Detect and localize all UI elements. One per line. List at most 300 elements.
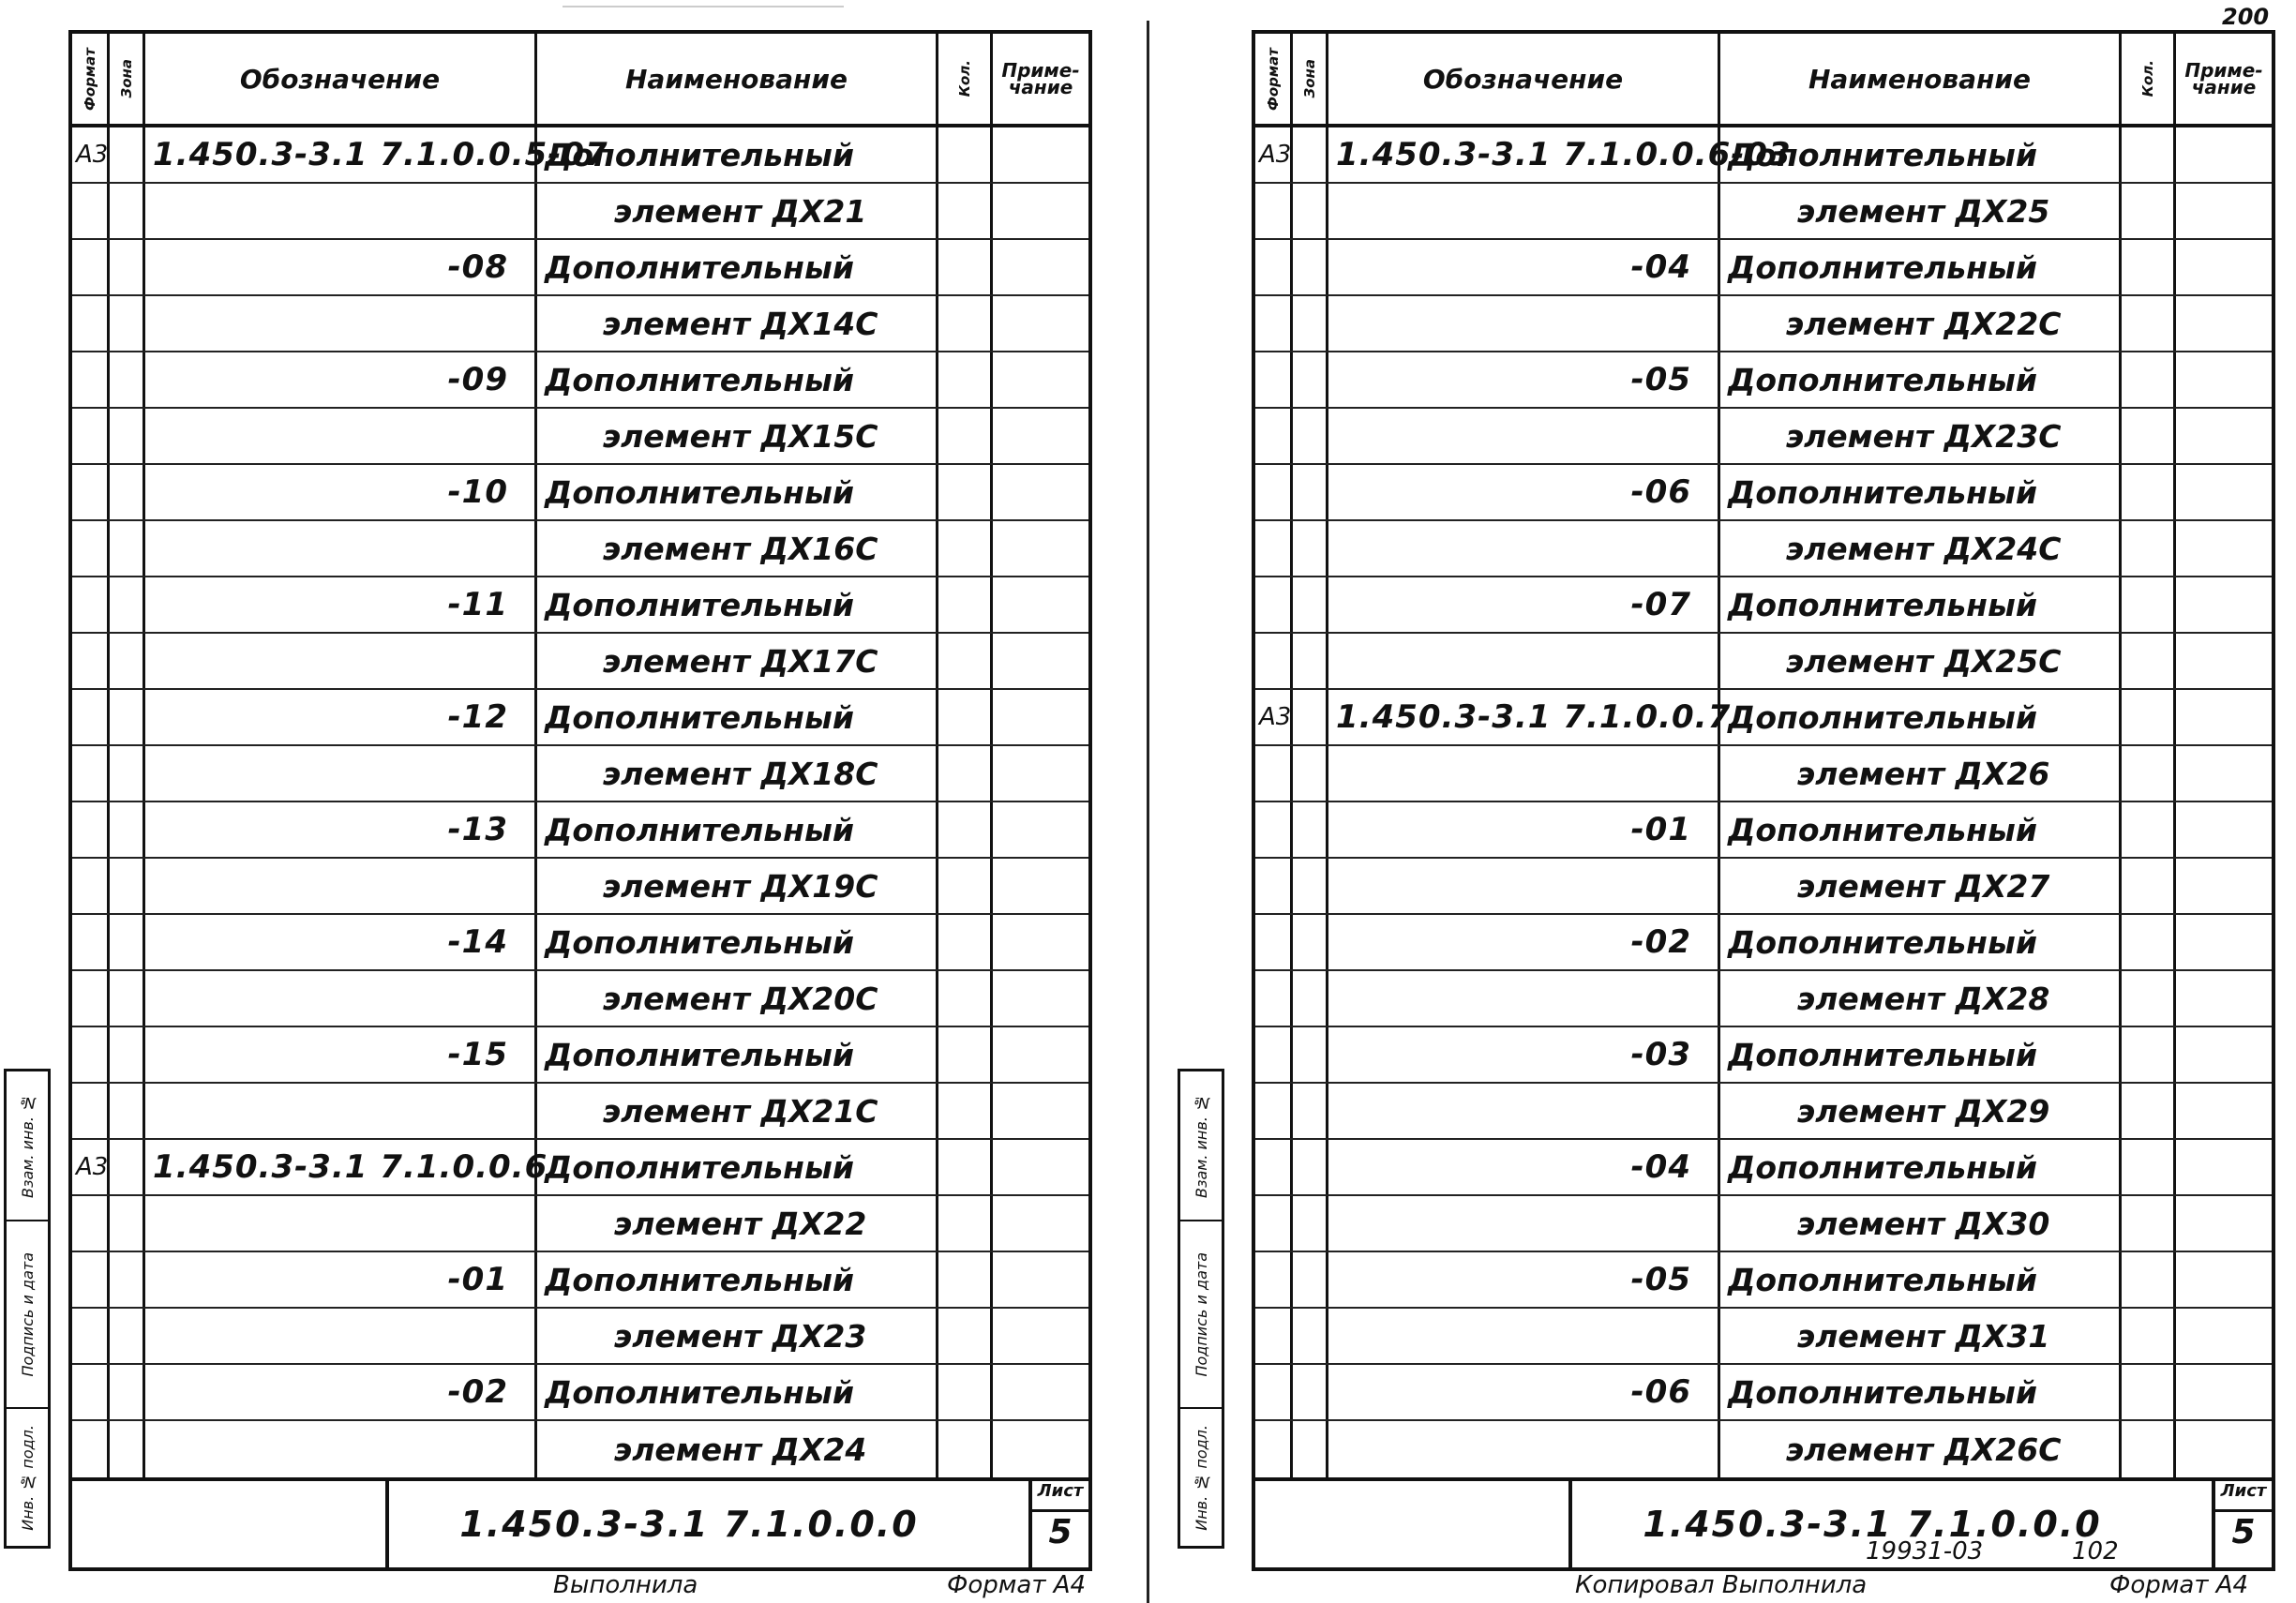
note-cell (993, 296, 1088, 351)
qty-cell (938, 971, 993, 1026)
name-value: Дополнительный (545, 136, 854, 173)
format-cell (1255, 577, 1293, 632)
name-cell (537, 859, 938, 913)
format-cell (1255, 184, 1293, 238)
note-cell (2176, 859, 2272, 913)
designation-cell (1328, 184, 1720, 238)
table-row (72, 1309, 1088, 1365)
format-cell (72, 802, 110, 857)
format-cell (72, 352, 110, 407)
name-cell (1720, 690, 2122, 744)
side-stamp-left (4, 1069, 51, 1549)
name-value: Дополнительный (545, 361, 854, 398)
format-cell (72, 1027, 110, 1082)
designation-cell (1328, 1421, 1720, 1477)
note-cell (993, 859, 1088, 913)
zone-cell (1293, 1084, 1328, 1138)
designation-cell (1328, 409, 1720, 463)
name-cell (1720, 915, 2122, 969)
qty-cell (2122, 1421, 2176, 1477)
name-value: элемент ДХ19С (602, 867, 878, 905)
table-row (72, 802, 1088, 859)
note-cell (993, 1084, 1088, 1138)
qty-cell (2122, 521, 2176, 576)
format-cell (1255, 634, 1293, 688)
qty-cell (938, 1252, 993, 1307)
name-value: элемент ДХ29 (1796, 1092, 2050, 1130)
format-cell (72, 1196, 110, 1251)
zone-cell (110, 240, 145, 294)
note-cell (2176, 915, 2272, 969)
table-row (72, 971, 1088, 1027)
zone-cell (110, 1084, 145, 1138)
table-row (1255, 465, 2272, 521)
designation-value: -06 (1630, 1373, 1691, 1411)
designation-cell (145, 1027, 537, 1082)
sheet-number: 5 (2231, 1513, 2256, 1551)
table-row (72, 184, 1088, 240)
note-cell (2176, 352, 2272, 407)
name-value: элемент ДХ20С (602, 980, 878, 1017)
header-format-cell (1255, 34, 1293, 124)
qty-cell (938, 746, 993, 801)
name-cell (1720, 296, 2122, 351)
format-cell (72, 971, 110, 1026)
name-cell (537, 409, 938, 463)
designation-cell (1328, 352, 1720, 407)
table-row (72, 240, 1088, 296)
designation-cell (145, 1140, 548, 1194)
header-format-cell (72, 34, 110, 124)
note-cell (2176, 1309, 2272, 1363)
note-cell (2176, 1027, 2272, 1082)
footer-performer: Выполнила (553, 1571, 698, 1599)
name-value: элемент ДХ15С (602, 417, 878, 455)
format-cell (1255, 1309, 1293, 1363)
format-cell (72, 240, 110, 294)
name-value: элемент ДХ30 (1796, 1205, 2050, 1242)
header-name: Наименование (625, 63, 848, 95)
qty-cell (938, 915, 993, 969)
footer-format: Формат А4 (947, 1571, 1087, 1599)
format-cell (72, 859, 110, 913)
designation-cell (145, 577, 537, 632)
name-value: Дополнительный (545, 698, 854, 736)
note-cell (2176, 409, 2272, 463)
name-value: элемент ДХ25С (1785, 642, 2062, 680)
table-row (72, 465, 1088, 521)
name-value: Дополнительный (545, 1373, 854, 1411)
qty-cell (2122, 409, 2176, 463)
name-value: элемент ДХ21С (602, 1092, 878, 1130)
note-cell (993, 1365, 1088, 1419)
document-code: 1.450.3-3.1 7.1.0.0.0 (1643, 1504, 2102, 1545)
note-cell (2176, 634, 2272, 688)
designation-cell (145, 1309, 537, 1363)
designation-value: -08 (447, 248, 508, 286)
table-row (1255, 127, 2272, 184)
name-cell (537, 577, 938, 632)
table-row (1255, 1421, 2272, 1477)
table-row (1255, 1140, 2272, 1196)
note-cell (993, 971, 1088, 1026)
qty-cell (938, 1140, 993, 1194)
format-cell (72, 184, 110, 238)
format-cell (72, 1421, 110, 1477)
format-cell (72, 296, 110, 351)
qty-cell (938, 1196, 993, 1251)
name-value: элемент ДХ24 (613, 1431, 867, 1468)
name-value: Дополнительный (545, 1261, 854, 1298)
zone-cell (1293, 1140, 1328, 1194)
qty-cell (938, 465, 993, 519)
designation-cell (1328, 296, 1720, 351)
table-row (72, 352, 1088, 409)
name-cell (537, 127, 938, 182)
name-value: элемент ДХ25 (1796, 192, 2050, 230)
note-cell (2176, 465, 2272, 519)
sheet-number-box (2212, 1481, 2272, 1567)
table-row (72, 296, 1088, 352)
side-label: Инв. № подл. (1192, 1424, 1210, 1531)
designation-value: -02 (1630, 923, 1691, 961)
table-row (72, 634, 1088, 690)
name-value: элемент ДХ23С (1785, 417, 2062, 455)
designation-value: -07 (1630, 586, 1691, 623)
zone-cell (1293, 1252, 1328, 1307)
table-row (1255, 1196, 2272, 1252)
name-cell (537, 971, 938, 1026)
zone-cell (110, 1365, 145, 1419)
page-divider (1147, 21, 1149, 1603)
name-cell (1720, 577, 2122, 632)
format-cell (72, 127, 110, 182)
note-cell (993, 915, 1088, 969)
designation-cell (1328, 1084, 1720, 1138)
format-cell (72, 915, 110, 969)
format-cell (1255, 1196, 1293, 1251)
table-row (1255, 1084, 2272, 1140)
designation-cell (145, 184, 537, 238)
qty-cell (2122, 1084, 2176, 1138)
header-qty: Кол. (2138, 60, 2156, 97)
zone-cell (110, 465, 145, 519)
qty-cell (2122, 184, 2176, 238)
qty-cell (938, 409, 993, 463)
note-cell (2176, 127, 2272, 182)
designation-value: 1.450.3-3.1 7.1.0.0.6 (153, 1148, 548, 1186)
designation-cell (1328, 1365, 1720, 1419)
designation-value: 1.450.3-3.1 7.1.0.0.5-07 (153, 136, 608, 173)
name-value: Дополнительный (1728, 1036, 2037, 1073)
designation-cell (145, 915, 537, 969)
zone-cell (110, 1140, 145, 1194)
qty-cell (938, 577, 993, 632)
designation-value: -12 (447, 698, 508, 736)
zone-cell (1293, 1421, 1328, 1477)
name-value: элемент ДХ21 (613, 192, 867, 230)
name-value: Дополнительный (545, 586, 854, 623)
note-cell (993, 240, 1088, 294)
note-cell (993, 521, 1088, 576)
zone-cell (1293, 634, 1328, 688)
zone-cell (110, 1196, 145, 1251)
designation-value: -10 (447, 473, 508, 511)
name-value: элемент ДХ28 (1796, 980, 2050, 1017)
name-value: элемент ДХ22С (1785, 305, 2062, 342)
qty-cell (2122, 690, 2176, 744)
zone-cell (110, 802, 145, 857)
note-cell (2176, 802, 2272, 857)
designation-cell (145, 690, 537, 744)
qty-cell (2122, 1140, 2176, 1194)
name-cell (537, 746, 938, 801)
note-cell (2176, 746, 2272, 801)
designation-cell (145, 859, 537, 913)
name-value: Дополнительный (545, 1148, 854, 1186)
spec-table-right (1252, 30, 2275, 1481)
qty-cell (2122, 1027, 2176, 1082)
name-cell (1720, 127, 2122, 182)
zone-cell (110, 296, 145, 351)
name-value: Дополнительный (545, 923, 854, 961)
zone-cell (1293, 127, 1328, 182)
table-row (1255, 971, 2272, 1027)
name-cell (1720, 859, 2122, 913)
format-cell (1255, 1084, 1293, 1138)
designation-value: 1.450.3-3.1 7.1.0.0.6-03 (1336, 136, 1792, 173)
designation-value: -04 (1630, 248, 1691, 286)
designation-value: -01 (447, 1261, 508, 1298)
name-cell (537, 1421, 938, 1477)
table-row (1255, 802, 2272, 859)
table-row (1255, 577, 2272, 634)
top-note: 200 (2222, 4, 2270, 30)
header-zone: Зона (1300, 59, 1318, 98)
zone-cell (1293, 184, 1328, 238)
header-designation: Обозначение (1422, 63, 1624, 95)
designation-cell (1328, 577, 1720, 632)
format-value: А3 (1259, 703, 1292, 731)
sheet-number: 5 (1048, 1513, 1073, 1551)
qty-cell (2122, 240, 2176, 294)
designation-value: -03 (1630, 1036, 1691, 1073)
designation-value: -14 (447, 923, 508, 961)
format-cell (1255, 521, 1293, 576)
side-stamp-right (1178, 1069, 1224, 1549)
format-cell (72, 465, 110, 519)
table-row (1255, 1252, 2272, 1309)
format-cell (72, 1365, 110, 1419)
table-row (1255, 746, 2272, 802)
table-row (1255, 240, 2272, 296)
name-cell (537, 240, 938, 294)
table-row (1255, 409, 2272, 465)
footer-code: 19931-03 (1866, 1537, 1984, 1566)
note-cell (993, 409, 1088, 463)
designation-cell (1328, 1140, 1720, 1194)
designation-value: -15 (447, 1036, 508, 1073)
table-row (72, 690, 1088, 746)
table-body (1255, 127, 2272, 1477)
table-header (72, 34, 1088, 127)
table-row (72, 1365, 1088, 1421)
designation-cell (1328, 690, 1732, 744)
note-cell (993, 1140, 1088, 1194)
name-cell (1720, 465, 2122, 519)
name-value: Дополнительный (1728, 361, 2037, 398)
table-row (72, 1252, 1088, 1309)
header-designation: Обозначение (239, 63, 441, 95)
title-block (1252, 1481, 2275, 1571)
note-cell (993, 746, 1088, 801)
name-cell (1720, 1140, 2122, 1194)
header-zone-cell (110, 34, 145, 124)
qty-cell (938, 296, 993, 351)
name-cell (1720, 521, 2122, 576)
name-cell (1720, 1309, 2122, 1363)
designation-value: -06 (1630, 473, 1691, 511)
name-value: Дополнительный (1728, 586, 2037, 623)
note-cell (2176, 521, 2272, 576)
name-value: Дополнительный (1728, 1261, 2037, 1298)
format-cell (1255, 859, 1293, 913)
zone-cell (1293, 1027, 1328, 1082)
qty-cell (2122, 802, 2176, 857)
table-row (1255, 859, 2272, 915)
footer-copier: Копировал Выполнила (1575, 1571, 1868, 1599)
table-row (72, 521, 1088, 577)
note-cell (2176, 1196, 2272, 1251)
zone-cell (1293, 859, 1328, 913)
name-value: Дополнительный (1728, 473, 2037, 511)
format-cell (1255, 352, 1293, 407)
zone-cell (1293, 465, 1328, 519)
designation-value: -04 (1630, 1148, 1691, 1186)
note-cell (993, 690, 1088, 744)
zone-cell (110, 1309, 145, 1363)
qty-cell (2122, 746, 2176, 801)
header-zone-cell (1293, 34, 1328, 124)
qty-cell (2122, 296, 2176, 351)
name-cell (537, 915, 938, 969)
designation-cell (1328, 465, 1720, 519)
note-cell (2176, 1421, 2272, 1477)
name-cell (1720, 802, 2122, 857)
zone-cell (1293, 971, 1328, 1026)
zone-cell (110, 521, 145, 576)
note-cell (2176, 1252, 2272, 1307)
header-qty: Кол. (955, 60, 973, 97)
designation-cell (1328, 521, 1720, 576)
name-value: Дополнительный (545, 473, 854, 511)
name-value: элемент ДХ31 (1796, 1317, 2050, 1355)
document-code: 1.450.3-3.1 7.1.0.0.0 (459, 1504, 919, 1545)
format-cell (72, 690, 110, 744)
name-cell (1720, 1196, 2122, 1251)
name-value: элемент ДХ22 (613, 1205, 867, 1242)
name-cell (537, 1196, 938, 1251)
note-cell (993, 127, 1088, 182)
table-row (72, 1421, 1088, 1477)
format-value: А3 (76, 1153, 109, 1181)
designation-cell (145, 127, 608, 182)
designation-value: -05 (1630, 1261, 1691, 1298)
format-cell (72, 746, 110, 801)
designation-cell (1328, 746, 1720, 801)
zone-cell (110, 352, 145, 407)
format-cell (72, 1140, 110, 1194)
name-cell (537, 1252, 938, 1307)
side-label: Подпись и дата (1192, 1251, 1210, 1377)
qty-cell (2122, 915, 2176, 969)
note-cell (2176, 690, 2272, 744)
format-cell (72, 409, 110, 463)
zone-cell (1293, 409, 1328, 463)
name-cell (1720, 1252, 2122, 1307)
zone-cell (110, 634, 145, 688)
designation-cell (1328, 971, 1720, 1026)
name-cell (537, 352, 938, 407)
table-row (1255, 352, 2272, 409)
qty-cell (2122, 1365, 2176, 1419)
name-cell (1720, 1027, 2122, 1082)
name-cell (537, 521, 938, 576)
note-cell (993, 577, 1088, 632)
table-row (1255, 184, 2272, 240)
spec-table-left (68, 30, 1092, 1481)
qty-cell (2122, 465, 2176, 519)
qty-cell (2122, 127, 2176, 182)
format-cell (72, 1252, 110, 1307)
format-cell (1255, 127, 1293, 182)
sheet-label: Лист (2215, 1481, 2272, 1512)
name-cell (537, 1084, 938, 1138)
designation-cell (145, 296, 537, 351)
sheet-number-box (1028, 1481, 1088, 1567)
format-cell (1255, 409, 1293, 463)
format-cell (1255, 971, 1293, 1026)
header-qty-cell (938, 34, 993, 124)
name-cell (537, 690, 938, 744)
zone-cell (1293, 802, 1328, 857)
title-block (68, 1481, 1092, 1571)
header-designation-cell (1328, 34, 1720, 124)
side-label: Взам. инв. № (18, 1093, 37, 1198)
header-format: Формат (81, 47, 98, 111)
name-value: Дополнительный (1728, 923, 2037, 961)
zone-cell (110, 746, 145, 801)
side-cell (1180, 1071, 1222, 1221)
table-body (72, 127, 1088, 1477)
format-value: А3 (1259, 141, 1292, 169)
zone-cell (110, 184, 145, 238)
header-name-cell (1720, 34, 2122, 124)
table-row (1255, 296, 2272, 352)
format-cell (1255, 802, 1293, 857)
zone-cell (110, 971, 145, 1026)
side-label: Подпись и дата (18, 1251, 37, 1377)
designation-cell (145, 802, 537, 857)
side-cell (7, 1221, 48, 1409)
header-name: Наименование (1808, 63, 2031, 95)
format-cell (1255, 915, 1293, 969)
header-note: Приме-чание (1001, 59, 1080, 98)
name-value: элемент ДХ23 (613, 1317, 867, 1355)
table-row (1255, 634, 2272, 690)
qty-cell (938, 521, 993, 576)
qty-cell (938, 1027, 993, 1082)
